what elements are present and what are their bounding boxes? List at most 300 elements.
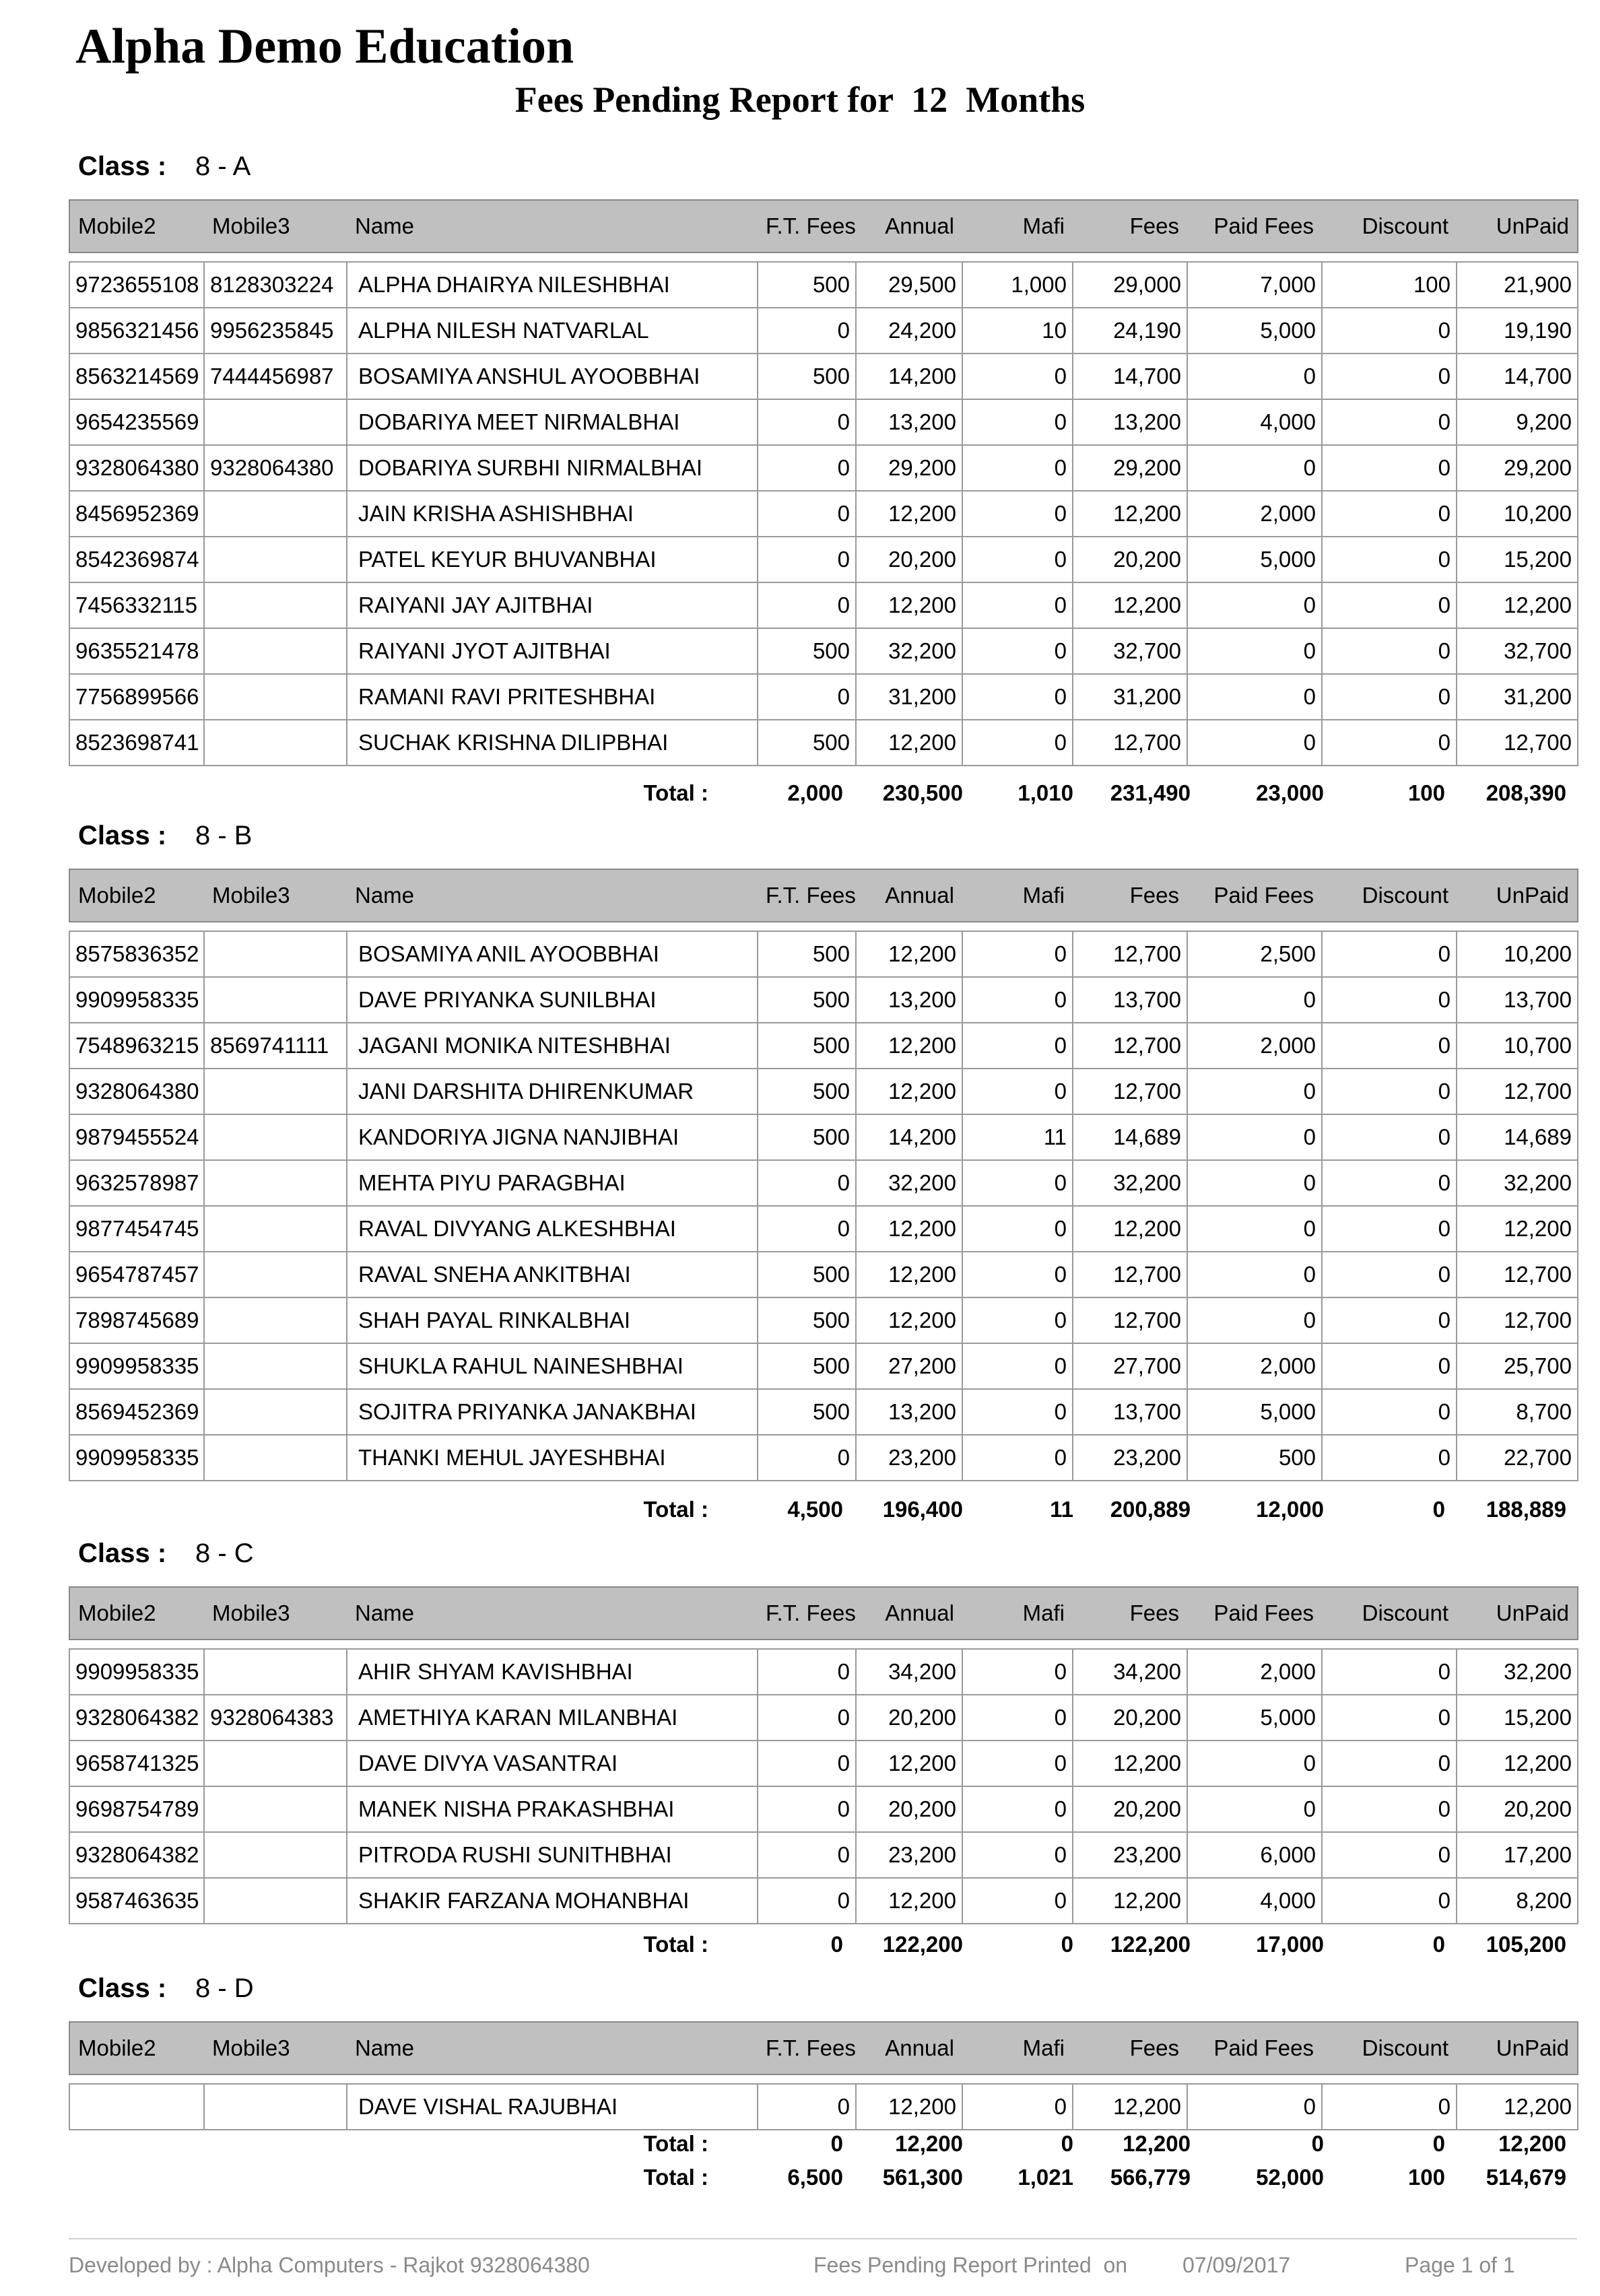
table-cell: 29,500 [856,262,962,308]
table-cell: 20,200 [1457,1786,1578,1832]
table-cell: BOSAMIYA ANSHUL AYOOBBHAI [347,353,758,399]
table-cell: 500 [1187,1435,1322,1481]
table-cell: 0 [962,1832,1073,1878]
gap-cell [69,922,1578,931]
column-header: UnPaid [1457,2022,1578,2074]
column-header: Fees [1073,200,1187,252]
table-cell: 0 [1187,1160,1322,1206]
table-cell: 12,700 [1073,1252,1187,1297]
class-total-value: 230,500 [882,780,963,805]
table-cell: 0 [1322,537,1457,582]
table-cell: DAVE VISHAL RAJUBHAI [347,2084,758,2130]
table-cell: 20,200 [856,1786,962,1832]
table-cell: 29,200 [856,445,962,491]
table-cell: 9879455524 [69,1114,204,1160]
class-name: 8 - A [195,151,251,181]
table-cell: 0 [758,1741,856,1786]
table-cell: MANEK NISHA PRAKASHBHAI [347,1786,758,1832]
table-cell: 9328064380 [69,1069,204,1114]
table-cell: RAIYANI JYOT AJITBHAI [347,628,758,674]
class-label-text: Class : [78,151,167,181]
table-cell: 0 [758,1649,856,1695]
table-cell: 0 [962,1252,1073,1297]
table-cell: 27,700 [1073,1343,1187,1389]
table-row [69,1206,1578,1252]
table-cell: 12,200 [1073,1878,1187,1924]
table-cell: 12,700 [1073,720,1187,766]
table-cell: 0 [1322,399,1457,445]
table-cell: 12,200 [856,582,962,628]
table-cell: 9654235569 [69,399,204,445]
table-cell: 0 [758,1832,856,1878]
table-cell: 15,200 [1457,1695,1578,1741]
table-cell: 0 [1322,353,1457,399]
class-label [78,149,166,183]
table-cell: 0 [1322,1023,1457,1069]
table-cell: 0 [1322,1160,1457,1206]
class-total-value: 188,889 [1486,1497,1566,1522]
table-cell: AHIR SHYAM KAVISHBHAI [347,1649,758,1695]
table-cell: 0 [758,1786,856,1832]
table-cell: 12,200 [1457,582,1578,628]
table-cell: 13,700 [1073,1389,1187,1435]
table-cell: 2,000 [1187,1343,1322,1389]
table-cell: 0 [1322,1878,1457,1924]
table-cell: 12,200 [1457,2084,1578,2130]
table-cell: 0 [962,1878,1073,1924]
table-cell: 0 [1187,1297,1322,1343]
report-title: Fees Pending Report for 12 Months [514,79,1086,120]
table-cell: 8569741111 [204,1023,347,1069]
table-cell: 5,000 [1187,1695,1322,1741]
table-cell: SUCHAK KRISHNA DILIPBHAI [347,720,758,766]
table-cell: 500 [758,931,856,977]
column-header: UnPaid [1457,200,1578,252]
class-total-value: 100 [1407,780,1445,805]
table-cell: 0 [1322,1695,1457,1741]
column-header: Mafi [962,2022,1073,2074]
table-cell [204,931,347,977]
class-total-value: 12,200 [1498,2131,1566,2156]
table-cell: 4,000 [1187,399,1322,445]
class-label-text: Class : [78,821,167,850]
table-cell [204,1741,347,1786]
table-cell: 8128303224 [204,262,347,308]
table-cell: 23,200 [856,1832,962,1878]
table-cell: 22,700 [1457,1435,1578,1481]
table-cell: 19,190 [1457,308,1578,353]
table-cell [204,1878,347,1924]
table-cell: 10,200 [1457,491,1578,537]
table-cell: 9,200 [1457,399,1578,445]
table-cell: 0 [962,1695,1073,1741]
table-cell: 14,700 [1073,353,1187,399]
table-cell: 8569452369 [69,1389,204,1435]
class-label-text: Class : [78,1973,167,2003]
grand-total-value: 6,500 [787,2165,843,2190]
table-cell: 24,200 [856,308,962,353]
table-cell: 32,200 [856,1160,962,1206]
column-header: Mobile3 [204,1587,347,1640]
table-cell: 0 [1322,1741,1457,1786]
header-gap [69,922,1578,931]
class-total-value: 1,010 [1018,780,1073,805]
table-row [69,399,1578,445]
column-header: Annual [856,1587,962,1640]
table-row [69,2084,1578,2130]
table-row [69,537,1578,582]
table-cell: 9698754789 [69,1786,204,1832]
table-header [69,2022,1578,2084]
table-cell: 0 [962,1023,1073,1069]
table-cell: 9328064382 [69,1695,204,1741]
table-row [69,1297,1578,1343]
grand-total-label: Total : [643,2165,708,2190]
column-header: Paid Fees [1187,1587,1322,1640]
table-cell: 500 [758,628,856,674]
table-cell: 12,700 [1073,1069,1187,1114]
table-cell: 32,700 [1073,628,1187,674]
table-cell: 10,700 [1457,1023,1578,1069]
table-cell [204,1649,347,1695]
table-cell: 7898745689 [69,1297,204,1343]
table-cell [204,977,347,1023]
class-total-value: 11 [1050,1497,1073,1522]
table-cell: 0 [1322,674,1457,720]
table-cell: 5,000 [1187,1389,1322,1435]
table-cell: 12,200 [856,1206,962,1252]
table-cell: 0 [962,445,1073,491]
class-total-value: 0 [1432,2131,1445,2156]
gap-cell [69,252,1578,262]
table-cell: 0 [962,1069,1073,1114]
table-cell: 0 [1322,1343,1457,1389]
table-cell: 0 [1187,1252,1322,1297]
table-cell: 4,000 [1187,1878,1322,1924]
table-cell: 29,200 [1457,445,1578,491]
footer-printed-label: Fees Pending Report Printed on [813,2253,1128,2277]
table-cell: 0 [962,1297,1073,1343]
grand-total-value: 1,021 [1018,2165,1073,2190]
table-cell [204,1114,347,1160]
table-cell [204,1389,347,1435]
table-cell: 15,200 [1457,537,1578,582]
table-cell: 23,200 [1073,1435,1187,1481]
column-header: Fees [1073,2022,1187,2074]
table-cell: 8523698741 [69,720,204,766]
table-cell: 32,200 [1457,1160,1578,1206]
table-row [69,931,1578,977]
table-body [69,262,1578,766]
header-gap [69,1640,1578,1649]
table-cell: SHAH PAYAL RINKALBHAI [347,1297,758,1343]
gap-cell [69,2074,1578,2084]
table-cell: 7548963215 [69,1023,204,1069]
header-gap [69,252,1578,262]
table-cell [204,1069,347,1114]
table-cell: 7,000 [1187,262,1322,308]
table-cell: 0 [1187,1786,1322,1832]
table-cell: KANDORIYA JIGNA NANJIBHAI [347,1114,758,1160]
table-cell: 9909958335 [69,1649,204,1695]
table-cell: 12,200 [856,1252,962,1297]
grand-total-value: 566,779 [1110,2165,1191,2190]
table-cell: 500 [758,977,856,1023]
table-cell: 0 [962,1343,1073,1389]
class-total-value: 105,200 [1486,1932,1566,1957]
table-cell: 0 [758,582,856,628]
table-row [69,491,1578,537]
column-header: Mobile3 [204,200,347,252]
table-cell: 10,200 [1457,931,1578,977]
table-cell: 0 [962,1206,1073,1252]
table-cell: 12,200 [856,1741,962,1786]
column-header: Discount [1322,2022,1457,2074]
table-body [69,931,1578,1481]
table-cell: 31,200 [1457,674,1578,720]
table-cell: 14,689 [1457,1114,1578,1160]
table-cell: 0 [962,399,1073,445]
table-cell [204,1297,347,1343]
table-cell: 13,700 [1457,977,1578,1023]
fees-table [69,869,1578,1481]
table-cell: 10 [962,308,1073,353]
table-cell: 13,200 [856,399,962,445]
grand-total-value: 514,679 [1486,2165,1566,2190]
table-cell: 9328064380 [69,445,204,491]
table-cell: 500 [758,1023,856,1069]
class-total-value: 0 [830,2131,843,2156]
footer-page-number: Page 1 of 1 [1405,2253,1515,2277]
column-header: Name [347,200,758,252]
table-cell: 0 [962,2084,1073,2130]
table-cell: 0 [1322,1297,1457,1343]
table-cell: 32,200 [1457,1649,1578,1695]
class-total-value: 208,390 [1486,780,1566,805]
table-cell: 12,200 [1073,1741,1187,1786]
table-cell: 12,200 [1457,1206,1578,1252]
header-row [69,869,1578,922]
table-cell: 0 [1322,1435,1457,1481]
table-cell: MEHTA PIYU PARAGBHAI [347,1160,758,1206]
class-name: 8 - C [195,1539,254,1568]
table-cell: 500 [758,1297,856,1343]
class-total-value: 2,000 [787,780,843,805]
fees-table [69,199,1578,766]
column-header: Fees [1073,869,1187,922]
table-cell: 8456952369 [69,491,204,537]
table-cell: 9909958335 [69,1343,204,1389]
table-cell: 500 [758,262,856,308]
table-cell: 0 [1187,2084,1322,2130]
table-cell: 27,200 [856,1343,962,1389]
table-cell: 31,200 [856,674,962,720]
table-cell: 25,700 [1457,1343,1578,1389]
table-cell: 2,000 [1187,1649,1322,1695]
table-cell: 12,200 [856,2084,962,2130]
table-cell: 32,700 [1457,628,1578,674]
table-cell [204,1343,347,1389]
table-cell: 13,200 [856,1389,962,1435]
table-cell: SOJITRA PRIYANKA JANAKBHAI [347,1389,758,1435]
table-cell: 0 [962,977,1073,1023]
class-total-value: 23,000 [1256,780,1324,805]
table-cell [204,399,347,445]
table-cell: 0 [758,308,856,353]
table-cell: PATEL KEYUR BHUVANBHAI [347,537,758,582]
table-cell: 500 [758,720,856,766]
table-cell: JANI DARSHITA DHIRENKUMAR [347,1069,758,1114]
table-cell [204,674,347,720]
table-cell: 9877454745 [69,1206,204,1252]
table-cell: DAVE PRIYANKA SUNILBHAI [347,977,758,1023]
footer-developer: Developed by : Alpha Computers - Rajkot 9328064380 [69,2253,590,2277]
table-cell: 9328064382 [69,1832,204,1878]
class-total-value: 0 [1432,1932,1445,1957]
column-header: Annual [856,869,962,922]
table-cell: 23,200 [1073,1832,1187,1878]
table-cell: 0 [1322,1832,1457,1878]
column-header: F.T. Fees [758,869,856,922]
table-row [69,582,1578,628]
table-cell: 0 [962,1649,1073,1695]
table-row [69,1389,1578,1435]
table-row [69,977,1578,1023]
grand-total-value: 100 [1407,2165,1445,2190]
table-cell: ALPHA DHAIRYA NILESHBHAI [347,262,758,308]
class-total-value: 12,000 [1256,1497,1324,1522]
class-total-value: 0 [1311,2131,1324,2156]
column-header: Name [347,2022,758,2074]
table-cell: 0 [1322,1114,1457,1160]
column-header: Paid Fees [1187,200,1322,252]
table-row [69,628,1578,674]
table-cell: PITRODA RUSHI SUNITHBHAI [347,1832,758,1878]
column-header: Mobile2 [69,200,204,252]
table-cell: BOSAMIYA ANIL AYOOBBHAI [347,931,758,977]
column-header: UnPaid [1457,869,1578,922]
column-header: F.T. Fees [758,1587,856,1640]
column-header: Mafi [962,869,1073,922]
column-header: Name [347,869,758,922]
table-cell: 5,000 [1187,537,1322,582]
table-cell: 0 [962,1741,1073,1786]
table-cell: 0 [1187,582,1322,628]
table-cell: 0 [962,1786,1073,1832]
class-name: 8 - B [195,821,253,850]
table-cell: ALPHA NILESH NATVARLAL [347,308,758,353]
table-cell: 9328064380 [204,445,347,491]
table-cell: 2,500 [1187,931,1322,977]
table-row [69,353,1578,399]
table-cell: 9658741325 [69,1741,204,1786]
table-cell [204,1832,347,1878]
table-cell: 20,200 [856,537,962,582]
table-header [69,200,1578,262]
table-cell: 12,700 [1073,1297,1187,1343]
table-cell: 13,700 [1073,977,1187,1023]
table-cell: 0 [962,1435,1073,1481]
table-cell: 0 [962,582,1073,628]
column-header: Mafi [962,1587,1073,1640]
table-cell: 5,000 [1187,308,1322,353]
table-row [69,1435,1578,1481]
table-cell: 0 [962,537,1073,582]
column-header: Discount [1322,869,1457,922]
table-cell: 9587463635 [69,1878,204,1924]
class-total-value: 0 [1432,1497,1445,1522]
table-cell: 0 [962,1389,1073,1435]
table-cell: 500 [758,353,856,399]
table-cell: 100 [1322,262,1457,308]
table-cell: 0 [962,353,1073,399]
table-row [69,1023,1578,1069]
footer-printed-date: 07/09/2017 [1182,2253,1291,2277]
table-cell: 0 [1187,977,1322,1023]
table-cell: 8563214569 [69,353,204,399]
table-row [69,1343,1578,1389]
class-total-value: 200,889 [1110,1497,1191,1522]
column-header: Paid Fees [1187,2022,1322,2074]
table-cell: 0 [1322,720,1457,766]
column-header: Discount [1322,200,1457,252]
table-cell: 8,700 [1457,1389,1578,1435]
class-total-value: 0 [1061,2131,1073,2156]
table-cell: 20,200 [1073,1695,1187,1741]
table-cell: 0 [1322,1389,1457,1435]
table-cell [69,2084,204,2130]
table-cell: 12,200 [1073,491,1187,537]
table-cell [204,720,347,766]
table-cell: 0 [1322,1252,1457,1297]
table-cell: 21,900 [1457,262,1578,308]
column-header: Discount [1322,1587,1457,1640]
table-cell: 0 [1322,582,1457,628]
table-cell: RAMANI RAVI PRITESHBHAI [347,674,758,720]
table-cell: 0 [962,931,1073,977]
table-cell: 9632578987 [69,1160,204,1206]
table-cell: 13,200 [856,977,962,1023]
table-cell: 7456332115 [69,582,204,628]
table-header [69,869,1578,931]
table-cell: 9909958335 [69,1435,204,1481]
class-total-label: Total : [643,1932,708,1957]
table-cell: 0 [1187,1114,1322,1160]
table-cell: 34,200 [856,1649,962,1695]
class-total-value: 12,200 [895,2131,963,2156]
header-row [69,200,1578,252]
table-cell: 20,200 [1073,1786,1187,1832]
table-cell: SHUKLA RAHUL NAINESHBHAI [347,1343,758,1389]
table-cell: 0 [758,2084,856,2130]
column-header: F.T. Fees [758,2022,856,2074]
table-cell: DOBARIYA SURBHI NIRMALBHAI [347,445,758,491]
table-cell: 12,700 [1457,720,1578,766]
table-cell [204,1160,347,1206]
table-cell: 0 [1322,628,1457,674]
table-cell: AMETHIYA KARAN MILANBHAI [347,1695,758,1741]
table-row [69,1069,1578,1114]
class-total-label: Total : [643,1497,708,1522]
table-cell: 500 [758,1343,856,1389]
table-cell: 9328064383 [204,1695,347,1741]
column-header: Mafi [962,200,1073,252]
table-cell [204,491,347,537]
column-header: Mobile2 [69,1587,204,1640]
column-header: Mobile3 [204,869,347,922]
column-header: Mobile2 [69,2022,204,2074]
table-cell: 0 [1187,1206,1322,1252]
